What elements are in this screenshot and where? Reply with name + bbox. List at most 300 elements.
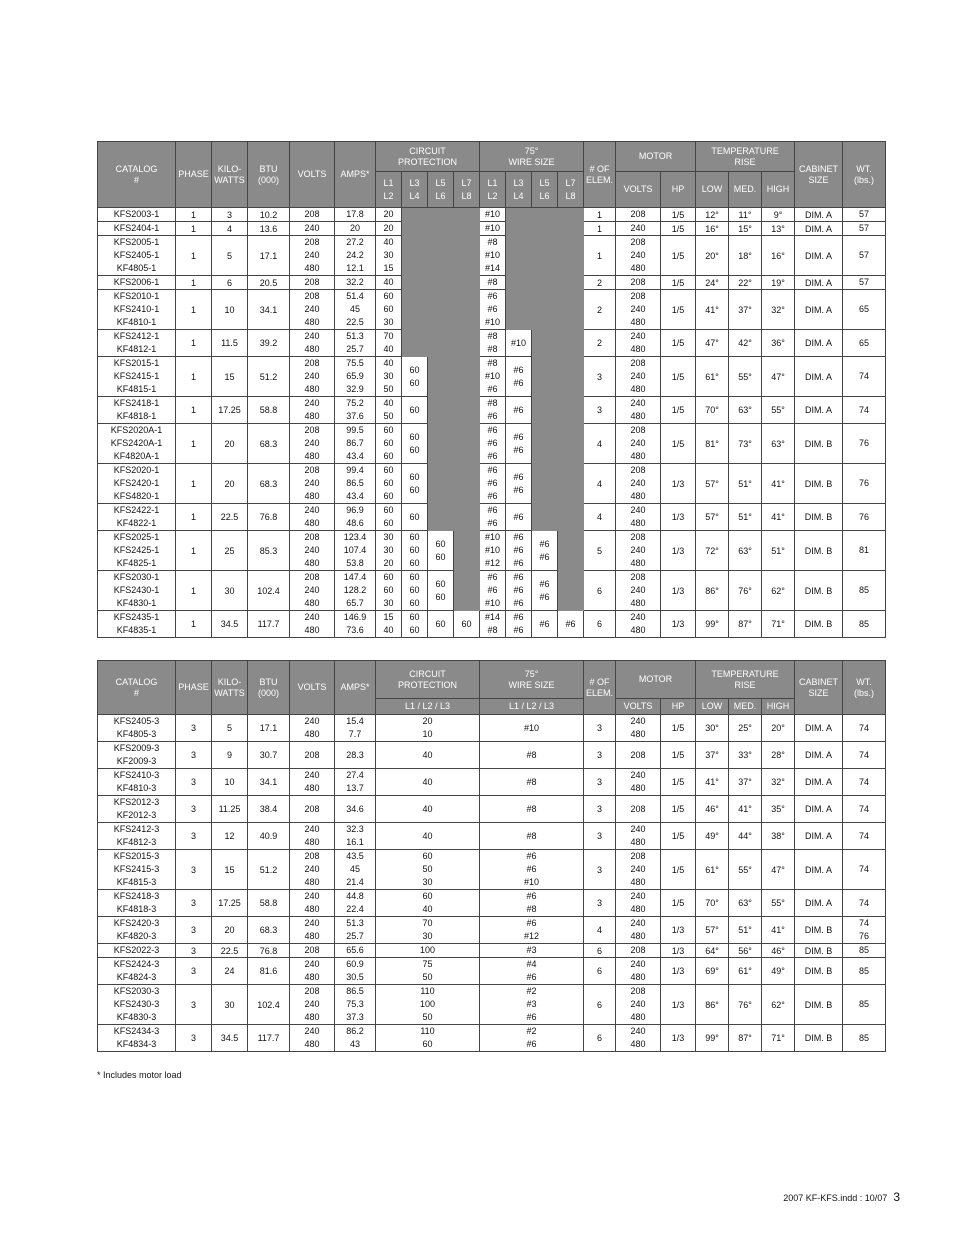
amps-cell: 75.5 65.9 32.9	[335, 357, 376, 397]
circuit-protection-cell: 60 60 30	[376, 571, 402, 611]
elements-cell: 5	[584, 531, 616, 571]
phase-cell: 1	[176, 330, 212, 357]
kilowatts-cell: 15	[212, 850, 248, 890]
temp-med-cell: 15°	[729, 222, 762, 236]
table-row	[98, 1025, 886, 1052]
motor-hp-cell: 1/5	[661, 823, 696, 850]
wire-size-cell: #6 #6 #6	[480, 424, 506, 464]
kilowatts-cell: 5	[212, 236, 248, 276]
wire-size-cell: #14 #8	[480, 611, 506, 638]
wire-size-cell	[532, 424, 558, 464]
table-row	[98, 769, 886, 796]
btu-cell: 51.2	[248, 357, 290, 397]
volts-cell: 208 240 480	[290, 464, 335, 504]
kilowatts-cell: 17.25	[212, 397, 248, 424]
btu-cell: 117.7	[248, 1025, 290, 1052]
elements-cell: 6	[584, 958, 616, 985]
motor-volts-cell: 240 480	[616, 397, 661, 424]
cabinet-size-cell: DIM. B	[795, 464, 843, 504]
catalog-cell: KFS2020A-1 KFS2420A-1 KF4820A-1	[98, 424, 176, 464]
table-row	[98, 958, 886, 985]
weight-cell: 85	[843, 944, 886, 958]
weight-cell: 85	[843, 958, 886, 985]
btu-cell: 58.8	[248, 890, 290, 917]
motor-hp-cell: 1/5	[661, 742, 696, 769]
circuit-protection-cell	[454, 397, 480, 424]
circuit-protection-cell: 60 40	[376, 890, 480, 917]
temp-med-cell: 55°	[729, 357, 762, 397]
circuit-protection-cell	[428, 504, 454, 531]
wire-size-cell: #6	[506, 397, 532, 424]
weight-cell: 85	[843, 611, 886, 638]
kilowatts-cell: 12	[212, 823, 248, 850]
phase-cell: 1	[176, 236, 212, 276]
wire-size-cell	[532, 222, 558, 236]
wire-size-cell: #6 #6 #10	[480, 571, 506, 611]
wire-size-cell: #8	[480, 796, 584, 823]
btu-cell: 34.1	[248, 290, 290, 330]
wire-size-cell: #10 #10 #12	[480, 531, 506, 571]
btu-cell: 30.7	[248, 742, 290, 769]
header-cp-col: L3 L4	[402, 172, 428, 208]
circuit-protection-cell: 40	[376, 769, 480, 796]
motor-volts-cell: 208 240 480	[616, 357, 661, 397]
table-row	[98, 571, 886, 611]
motor-hp-cell: 1/5	[661, 330, 696, 357]
motor-hp-cell: 1/3	[661, 917, 696, 944]
temp-med-cell: 63°	[729, 397, 762, 424]
cabinet-size-cell: DIM. A	[795, 330, 843, 357]
phase-cell: 3	[176, 1025, 212, 1052]
kilowatts-cell: 22.5	[212, 944, 248, 958]
circuit-protection-cell: 60	[454, 611, 480, 638]
catalog-cell: KFS2030-3 KFS2430-3 KF4830-3	[98, 985, 176, 1025]
wire-size-cell	[532, 330, 558, 357]
motor-volts-cell: 240 480	[616, 330, 661, 357]
wire-size-cell	[506, 236, 532, 276]
temp-low-cell: 64°	[696, 944, 729, 958]
motor-volts-cell: 208	[616, 208, 661, 222]
temp-med-cell: 76°	[729, 985, 762, 1025]
temp-med-cell: 25°	[729, 715, 762, 742]
phase-cell: 1	[176, 504, 212, 531]
temp-med-cell: 11°	[729, 208, 762, 222]
wire-size-cell: #10	[480, 208, 506, 222]
weight-cell: 57	[843, 208, 886, 222]
weight-cell: 76	[843, 504, 886, 531]
header-phase: PHASE	[176, 661, 212, 715]
elements-cell: 2	[584, 290, 616, 330]
volts-cell: 240 480	[290, 823, 335, 850]
table-row	[98, 330, 886, 357]
elements-cell: 2	[584, 276, 616, 290]
header-circuit-protection: CIRCUIT PROTECTION	[376, 142, 480, 172]
wire-size-cell: #6 #6	[532, 531, 558, 571]
elements-cell: 3	[584, 742, 616, 769]
circuit-protection-cell: 60 60	[376, 504, 402, 531]
amps-cell: 99.5 86.7 43.4	[335, 424, 376, 464]
amps-cell: 28.3	[335, 742, 376, 769]
header-row	[98, 142, 886, 172]
header-btu: BTU (000)	[248, 661, 290, 715]
btu-cell: 117.7	[248, 611, 290, 638]
circuit-protection-cell: 60	[428, 611, 454, 638]
temp-low-cell: 57°	[696, 917, 729, 944]
catalog-cell: KFS2420-3 KF4820-3	[98, 917, 176, 944]
weight-cell: 74	[843, 357, 886, 397]
cabinet-size-cell: DIM. B	[795, 571, 843, 611]
motor-hp-cell: 1/5	[661, 357, 696, 397]
header-wire-size: 75° WIRE SIZE	[480, 142, 584, 172]
weight-cell: 57	[843, 222, 886, 236]
temp-med-cell: 51°	[729, 504, 762, 531]
amps-cell: 34.6	[335, 796, 376, 823]
motor-hp-cell: 1/3	[661, 985, 696, 1025]
motor-hp-cell: 1/5	[661, 769, 696, 796]
phase-cell: 1	[176, 571, 212, 611]
amps-cell: 75.2 37.6	[335, 397, 376, 424]
elements-cell: 6	[584, 1025, 616, 1052]
wire-size-cell: #10	[480, 222, 506, 236]
cabinet-size-cell: DIM. A	[795, 236, 843, 276]
wire-size-cell	[558, 571, 584, 611]
weight-cell: 74	[843, 796, 886, 823]
temp-med-cell: 73°	[729, 424, 762, 464]
wire-size-cell	[532, 236, 558, 276]
catalog-cell: KFS2022-3	[98, 944, 176, 958]
table-row	[98, 715, 886, 742]
btu-cell: 17.1	[248, 236, 290, 276]
circuit-protection-cell: 60 60 30	[376, 290, 402, 330]
wire-size-cell: #6 #6	[506, 464, 532, 504]
motor-volts-cell: 208 240 480	[616, 236, 661, 276]
circuit-protection-cell	[454, 276, 480, 290]
table-row	[98, 850, 886, 890]
temp-low-cell: 70°	[696, 397, 729, 424]
temp-low-cell: 24°	[696, 276, 729, 290]
circuit-protection-cell: 20 10	[376, 715, 480, 742]
cabinet-size-cell: DIM. A	[795, 715, 843, 742]
kilowatts-cell: 20	[212, 917, 248, 944]
motor-hp-cell: 1/3	[661, 464, 696, 504]
circuit-protection-cell: 60	[402, 397, 428, 424]
phase-cell: 1	[176, 424, 212, 464]
circuit-protection-cell	[454, 330, 480, 357]
cabinet-size-cell: DIM. A	[795, 796, 843, 823]
kilowatts-cell: 17.25	[212, 890, 248, 917]
volts-cell: 240 480	[290, 397, 335, 424]
table-row	[98, 917, 886, 944]
table-row	[98, 823, 886, 850]
weight-cell: 85	[843, 1025, 886, 1052]
weight-cell: 74	[843, 850, 886, 890]
header-motor: MOTOR	[616, 142, 696, 172]
temp-low-cell: 57°	[696, 464, 729, 504]
header-cp-col: L7 L8	[454, 172, 480, 208]
wire-size-cell	[506, 276, 532, 290]
weight-cell: 57	[843, 276, 886, 290]
btu-cell: 76.8	[248, 504, 290, 531]
phase-cell: 3	[176, 917, 212, 944]
motor-volts-cell: 208 240 480	[616, 424, 661, 464]
temp-med-cell: 51°	[729, 464, 762, 504]
temp-low-cell: 20°	[696, 236, 729, 276]
phase-cell: 1	[176, 222, 212, 236]
catalog-cell: KFS2010-1 KFS2410-1 KF4810-1	[98, 290, 176, 330]
table-row	[98, 357, 886, 397]
catalog-cell: KFS2003-1	[98, 208, 176, 222]
phase-cell: 1	[176, 464, 212, 504]
header-temp-col: HIGH	[762, 699, 795, 715]
motor-hp-cell: 1/5	[661, 796, 696, 823]
catalog-cell: KFS2410-3 KF4810-3	[98, 769, 176, 796]
amps-cell: 32.2	[335, 276, 376, 290]
circuit-protection-cell	[402, 208, 428, 222]
circuit-protection-cell: 20	[376, 208, 402, 222]
elements-cell: 3	[584, 397, 616, 424]
wire-size-cell: #6	[506, 504, 532, 531]
elements-cell: 3	[584, 890, 616, 917]
kilowatts-cell: 4	[212, 222, 248, 236]
circuit-protection-cell: 70 40	[376, 330, 402, 357]
btu-cell: 13.6	[248, 222, 290, 236]
motor-volts-cell: 208 240 480	[616, 850, 661, 890]
btu-cell: 40.9	[248, 823, 290, 850]
temp-low-cell: 41°	[696, 769, 729, 796]
kilowatts-cell: 30	[212, 571, 248, 611]
table-row	[98, 531, 886, 571]
temp-high-cell: 71°	[762, 1025, 795, 1052]
elements-cell: 6	[584, 985, 616, 1025]
temp-low-cell: 46°	[696, 796, 729, 823]
catalog-cell: KFS2015-1 KFS2415-1 KF4815-1	[98, 357, 176, 397]
wire-size-cell	[532, 276, 558, 290]
volts-cell: 208 240 480	[290, 357, 335, 397]
amps-cell: 27.2 24.2 12.1	[335, 236, 376, 276]
elements-cell: 3	[584, 850, 616, 890]
header-temperature-rise: TEMPERATURE RISE	[696, 142, 795, 172]
motor-hp-cell: 1/3	[661, 571, 696, 611]
temp-med-cell: 63°	[729, 890, 762, 917]
elements-cell: 1	[584, 222, 616, 236]
weight-cell: 57	[843, 236, 886, 276]
amps-cell: 15.4 7.7	[335, 715, 376, 742]
motor-volts-cell: 240 480	[616, 715, 661, 742]
catalog-cell: KFS2025-1 KFS2425-1 KF4825-1	[98, 531, 176, 571]
elements-cell: 4	[584, 917, 616, 944]
temp-low-cell: 81°	[696, 424, 729, 464]
kilowatts-cell: 9	[212, 742, 248, 769]
cabinet-size-cell: DIM. A	[795, 290, 843, 330]
btu-cell: 102.4	[248, 571, 290, 611]
wire-size-cell	[532, 397, 558, 424]
circuit-protection-cell	[454, 571, 480, 611]
circuit-protection-cell	[454, 424, 480, 464]
cabinet-size-cell: DIM. B	[795, 958, 843, 985]
circuit-protection-cell: 15 40	[376, 611, 402, 638]
wire-size-cell	[558, 222, 584, 236]
temp-low-cell: 99°	[696, 611, 729, 638]
btu-cell: 34.1	[248, 769, 290, 796]
header-temp-col: MED.	[729, 699, 762, 715]
kilowatts-cell: 25	[212, 531, 248, 571]
wire-size-cell	[506, 208, 532, 222]
elements-cell: 6	[584, 944, 616, 958]
phase-cell: 1	[176, 611, 212, 638]
circuit-protection-cell	[428, 276, 454, 290]
cabinet-size-cell: DIM. B	[795, 611, 843, 638]
table-row	[98, 236, 886, 276]
phase-cell: 3	[176, 850, 212, 890]
header-motor-hp: HP	[661, 699, 696, 715]
header-motor-volts: VOLTS	[616, 699, 661, 715]
circuit-protection-cell: 30 30 20	[376, 531, 402, 571]
temp-med-cell: 61°	[729, 958, 762, 985]
btu-cell: 10.2	[248, 208, 290, 222]
btu-cell: 68.3	[248, 464, 290, 504]
wire-size-cell: #8	[480, 769, 584, 796]
cabinet-size-cell: DIM. B	[795, 917, 843, 944]
temp-med-cell: 87°	[729, 1025, 762, 1052]
catalog-cell: KFS2009-3 KF2009-3	[98, 742, 176, 769]
kilowatts-cell: 10	[212, 290, 248, 330]
motor-volts-cell: 208 240 480	[616, 531, 661, 571]
header-ws-col: L1 L2	[480, 172, 506, 208]
circuit-protection-cell: 60 60	[402, 424, 428, 464]
file-info: 2007 KF-KFS.indd : 10/07	[783, 1193, 888, 1203]
motor-hp-cell: 1/3	[661, 1025, 696, 1052]
volts-cell: 208	[290, 944, 335, 958]
table-row	[98, 611, 886, 638]
temp-low-cell: 41°	[696, 290, 729, 330]
elements-cell: 3	[584, 769, 616, 796]
table-row	[98, 742, 886, 769]
elements-cell: 1	[584, 236, 616, 276]
motor-volts-cell: 208	[616, 944, 661, 958]
cabinet-size-cell: DIM. A	[795, 397, 843, 424]
temp-high-cell: 41°	[762, 464, 795, 504]
wire-size-cell: #6 #6 #10	[480, 290, 506, 330]
wire-size-cell	[532, 504, 558, 531]
table-row	[98, 890, 886, 917]
header-phase: PHASE	[176, 142, 212, 208]
temp-high-cell: 19°	[762, 276, 795, 290]
phase-cell: 1	[176, 208, 212, 222]
motor-hp-cell: 1/3	[661, 944, 696, 958]
motor-volts-cell: 208	[616, 742, 661, 769]
table-row	[98, 208, 886, 222]
volts-cell: 240 480	[290, 611, 335, 638]
catalog-cell: KFS2422-1 KF4822-1	[98, 504, 176, 531]
wire-size-cell	[532, 208, 558, 222]
circuit-protection-cell: 100	[376, 944, 480, 958]
temp-med-cell: 76°	[729, 571, 762, 611]
header-cp-col: L5 L6	[428, 172, 454, 208]
wire-size-cell	[506, 222, 532, 236]
temp-high-cell: 16°	[762, 236, 795, 276]
header-amps: AMPS*	[335, 661, 376, 715]
temp-low-cell: 61°	[696, 850, 729, 890]
weight-cell: 85	[843, 571, 886, 611]
circuit-protection-cell	[454, 290, 480, 330]
amps-cell: 60.9 30.5	[335, 958, 376, 985]
amps-cell: 17.8	[335, 208, 376, 222]
wire-size-cell: #10	[506, 330, 532, 357]
header-temp-col: LOW	[696, 172, 729, 208]
circuit-protection-cell: 60 60	[428, 531, 454, 571]
cabinet-size-cell: DIM. B	[795, 424, 843, 464]
motor-volts-cell: 240 480	[616, 823, 661, 850]
kilowatts-cell: 22.5	[212, 504, 248, 531]
motor-hp-cell: 1/5	[661, 290, 696, 330]
volts-cell: 240	[290, 222, 335, 236]
temp-med-cell: 33°	[729, 742, 762, 769]
motor-hp-cell: 1/5	[661, 222, 696, 236]
catalog-cell: KFS2412-1 KF4812-1	[98, 330, 176, 357]
wire-size-cell: #2 #3 #6	[480, 985, 584, 1025]
circuit-protection-cell: 20	[376, 222, 402, 236]
wire-size-cell: #4 #6	[480, 958, 584, 985]
motor-hp-cell: 1/5	[661, 236, 696, 276]
wire-size-cell	[558, 236, 584, 276]
header-row	[98, 661, 886, 699]
header-temp-col: LOW	[696, 699, 729, 715]
btu-cell: 39.2	[248, 330, 290, 357]
weight-cell: 76	[843, 424, 886, 464]
catalog-cell: KFS2424-3 KF4824-3	[98, 958, 176, 985]
wire-size-cell: #8	[480, 276, 506, 290]
motor-volts-cell: 208	[616, 796, 661, 823]
circuit-protection-cell	[454, 464, 480, 504]
temp-med-cell: 63°	[729, 531, 762, 571]
temp-low-cell: 99°	[696, 1025, 729, 1052]
table-row	[98, 290, 886, 330]
catalog-cell: KFS2404-1	[98, 222, 176, 236]
volts-cell: 240 480	[290, 330, 335, 357]
table-row	[98, 504, 886, 531]
amps-cell: 147.4 128.2 65.7	[335, 571, 376, 611]
circuit-protection-cell	[402, 290, 428, 330]
table-row	[98, 944, 886, 958]
header-kilowatts: KILO- WATTS	[212, 142, 248, 208]
temp-low-cell: 69°	[696, 958, 729, 985]
phase-cell: 3	[176, 769, 212, 796]
motor-volts-cell: 240 480	[616, 958, 661, 985]
temp-high-cell: 41°	[762, 917, 795, 944]
cabinet-size-cell: DIM. B	[795, 985, 843, 1025]
elements-cell: 2	[584, 330, 616, 357]
circuit-protection-cell	[428, 222, 454, 236]
kilowatts-cell: 5	[212, 715, 248, 742]
elements-cell: 4	[584, 504, 616, 531]
volts-cell: 208 240 480	[290, 531, 335, 571]
temp-high-cell: 28°	[762, 742, 795, 769]
kilowatts-cell: 3	[212, 208, 248, 222]
catalog-cell: KFS2405-3 KF4805-3	[98, 715, 176, 742]
table-row	[98, 796, 886, 823]
header-amps: AMPS*	[335, 142, 376, 208]
amps-cell: 51.4 45 22.5	[335, 290, 376, 330]
temp-med-cell: 55°	[729, 850, 762, 890]
phase-cell: 3	[176, 796, 212, 823]
wire-size-cell: #8	[480, 742, 584, 769]
wire-size-cell: #8 #6	[480, 397, 506, 424]
btu-cell: 76.8	[248, 944, 290, 958]
circuit-protection-cell: 70 30	[376, 917, 480, 944]
wire-size-cell: #10	[480, 715, 584, 742]
volts-cell: 240 480	[290, 917, 335, 944]
weight-cell: 65	[843, 290, 886, 330]
